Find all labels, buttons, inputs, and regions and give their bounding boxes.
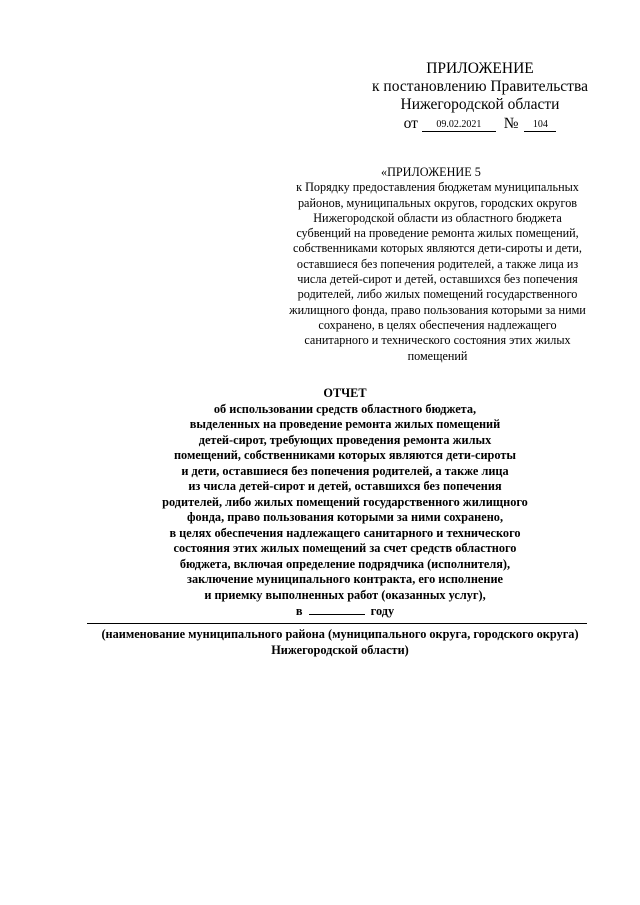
appendix-5-block	[265, 165, 610, 364]
report-line: об использовании средств областного бюджета,	[213, 401, 477, 416]
report-line: из числа детей-сирот и детей, оставшихся без попечения	[188, 479, 502, 493]
report-line: и дети, оставшиеся без попечения родителей, а также лица	[181, 463, 509, 478]
appendix-5-line: сохранено, в целях обеспечения надлежащего	[318, 317, 557, 332]
municipality-caption	[80, 627, 600, 658]
appendix-line-3: Нижегородской области	[400, 96, 560, 113]
report-line: выделенных на проведение ремонта жилых помещений	[189, 417, 501, 431]
appendix-5-line: субвенций на проведение ремонта жилых помещений,	[296, 226, 579, 241]
report-line: фонда, право пользования которыми за ними сохранено,	[186, 510, 504, 524]
year-suffix: году	[370, 604, 395, 618]
report-line: и приемку выполненных работ (оказанных услуг),	[204, 587, 486, 602]
number-sign: №	[503, 115, 519, 132]
report-title: ОТЧЕТ	[323, 386, 367, 400]
appendix-line-2: к постановлению Правительства	[372, 78, 588, 95]
municipality-caption-line-1: (наименование муниципального района (муниципального округа, городского округа)	[101, 627, 579, 641]
appendix-5-line: жилищного фонда, право пользования которыми за ними	[289, 302, 586, 317]
appendix-5-line: санитарного и технического состояния этих жилых	[304, 333, 571, 348]
municipality-underline	[87, 623, 587, 624]
report-line: бюджета, включая определение подрядчика (исполнителя),	[179, 556, 511, 571]
appendix-title: ПРИЛОЖЕНИЕ	[426, 60, 534, 77]
report-line: в целях обеспечения надлежащего санитарного и технического	[169, 525, 521, 540]
appendix-5-line: собственниками которых являются дети-сироты и дети,	[293, 241, 582, 256]
report-line: детей-сирот, требующих проведения ремонта жилых	[198, 432, 492, 447]
appendix-5-line: родителей, либо жилых помещений государственного	[297, 287, 578, 302]
resolution-number: 104	[524, 118, 556, 132]
report-block	[100, 386, 590, 620]
appendix-5-line: Нижегородской области из областного бюджета	[313, 210, 562, 225]
appendix-5-line: оставшиеся без попечения родителей, а также лица из	[296, 256, 579, 271]
report-line: состояния этих жилых помещений за счет средств областного	[173, 541, 517, 555]
report-year-line	[100, 603, 590, 620]
appendix-5-title: «ПРИЛОЖЕНИЕ 5	[381, 165, 481, 179]
resolution-date: 09.02.2021	[422, 118, 496, 132]
appendix-5-line: числа детей-сирот и детей, оставшихся без попечения	[297, 272, 578, 287]
appendix-header	[355, 60, 605, 133]
municipality-caption-line-2: Нижегородской области)	[271, 642, 409, 657]
appendix-5-line: районов, муниципальных округов, городских округов	[297, 195, 578, 210]
appendix-5-line: к Порядку предоставления бюджетам муниципальных	[296, 180, 579, 195]
appendix-date-line	[355, 115, 605, 133]
report-line: родителей, либо жилых помещений государственного жилищного	[162, 494, 528, 509]
date-prefix: от	[403, 115, 418, 132]
report-line: заключение муниципального контракта, его исполнение	[187, 572, 503, 586]
year-prefix: в	[295, 604, 303, 618]
report-line: помещений, собственниками которых являются дети-сироты	[173, 448, 517, 462]
year-blank-field	[309, 603, 365, 615]
appendix-5-line: помещений	[407, 348, 468, 363]
